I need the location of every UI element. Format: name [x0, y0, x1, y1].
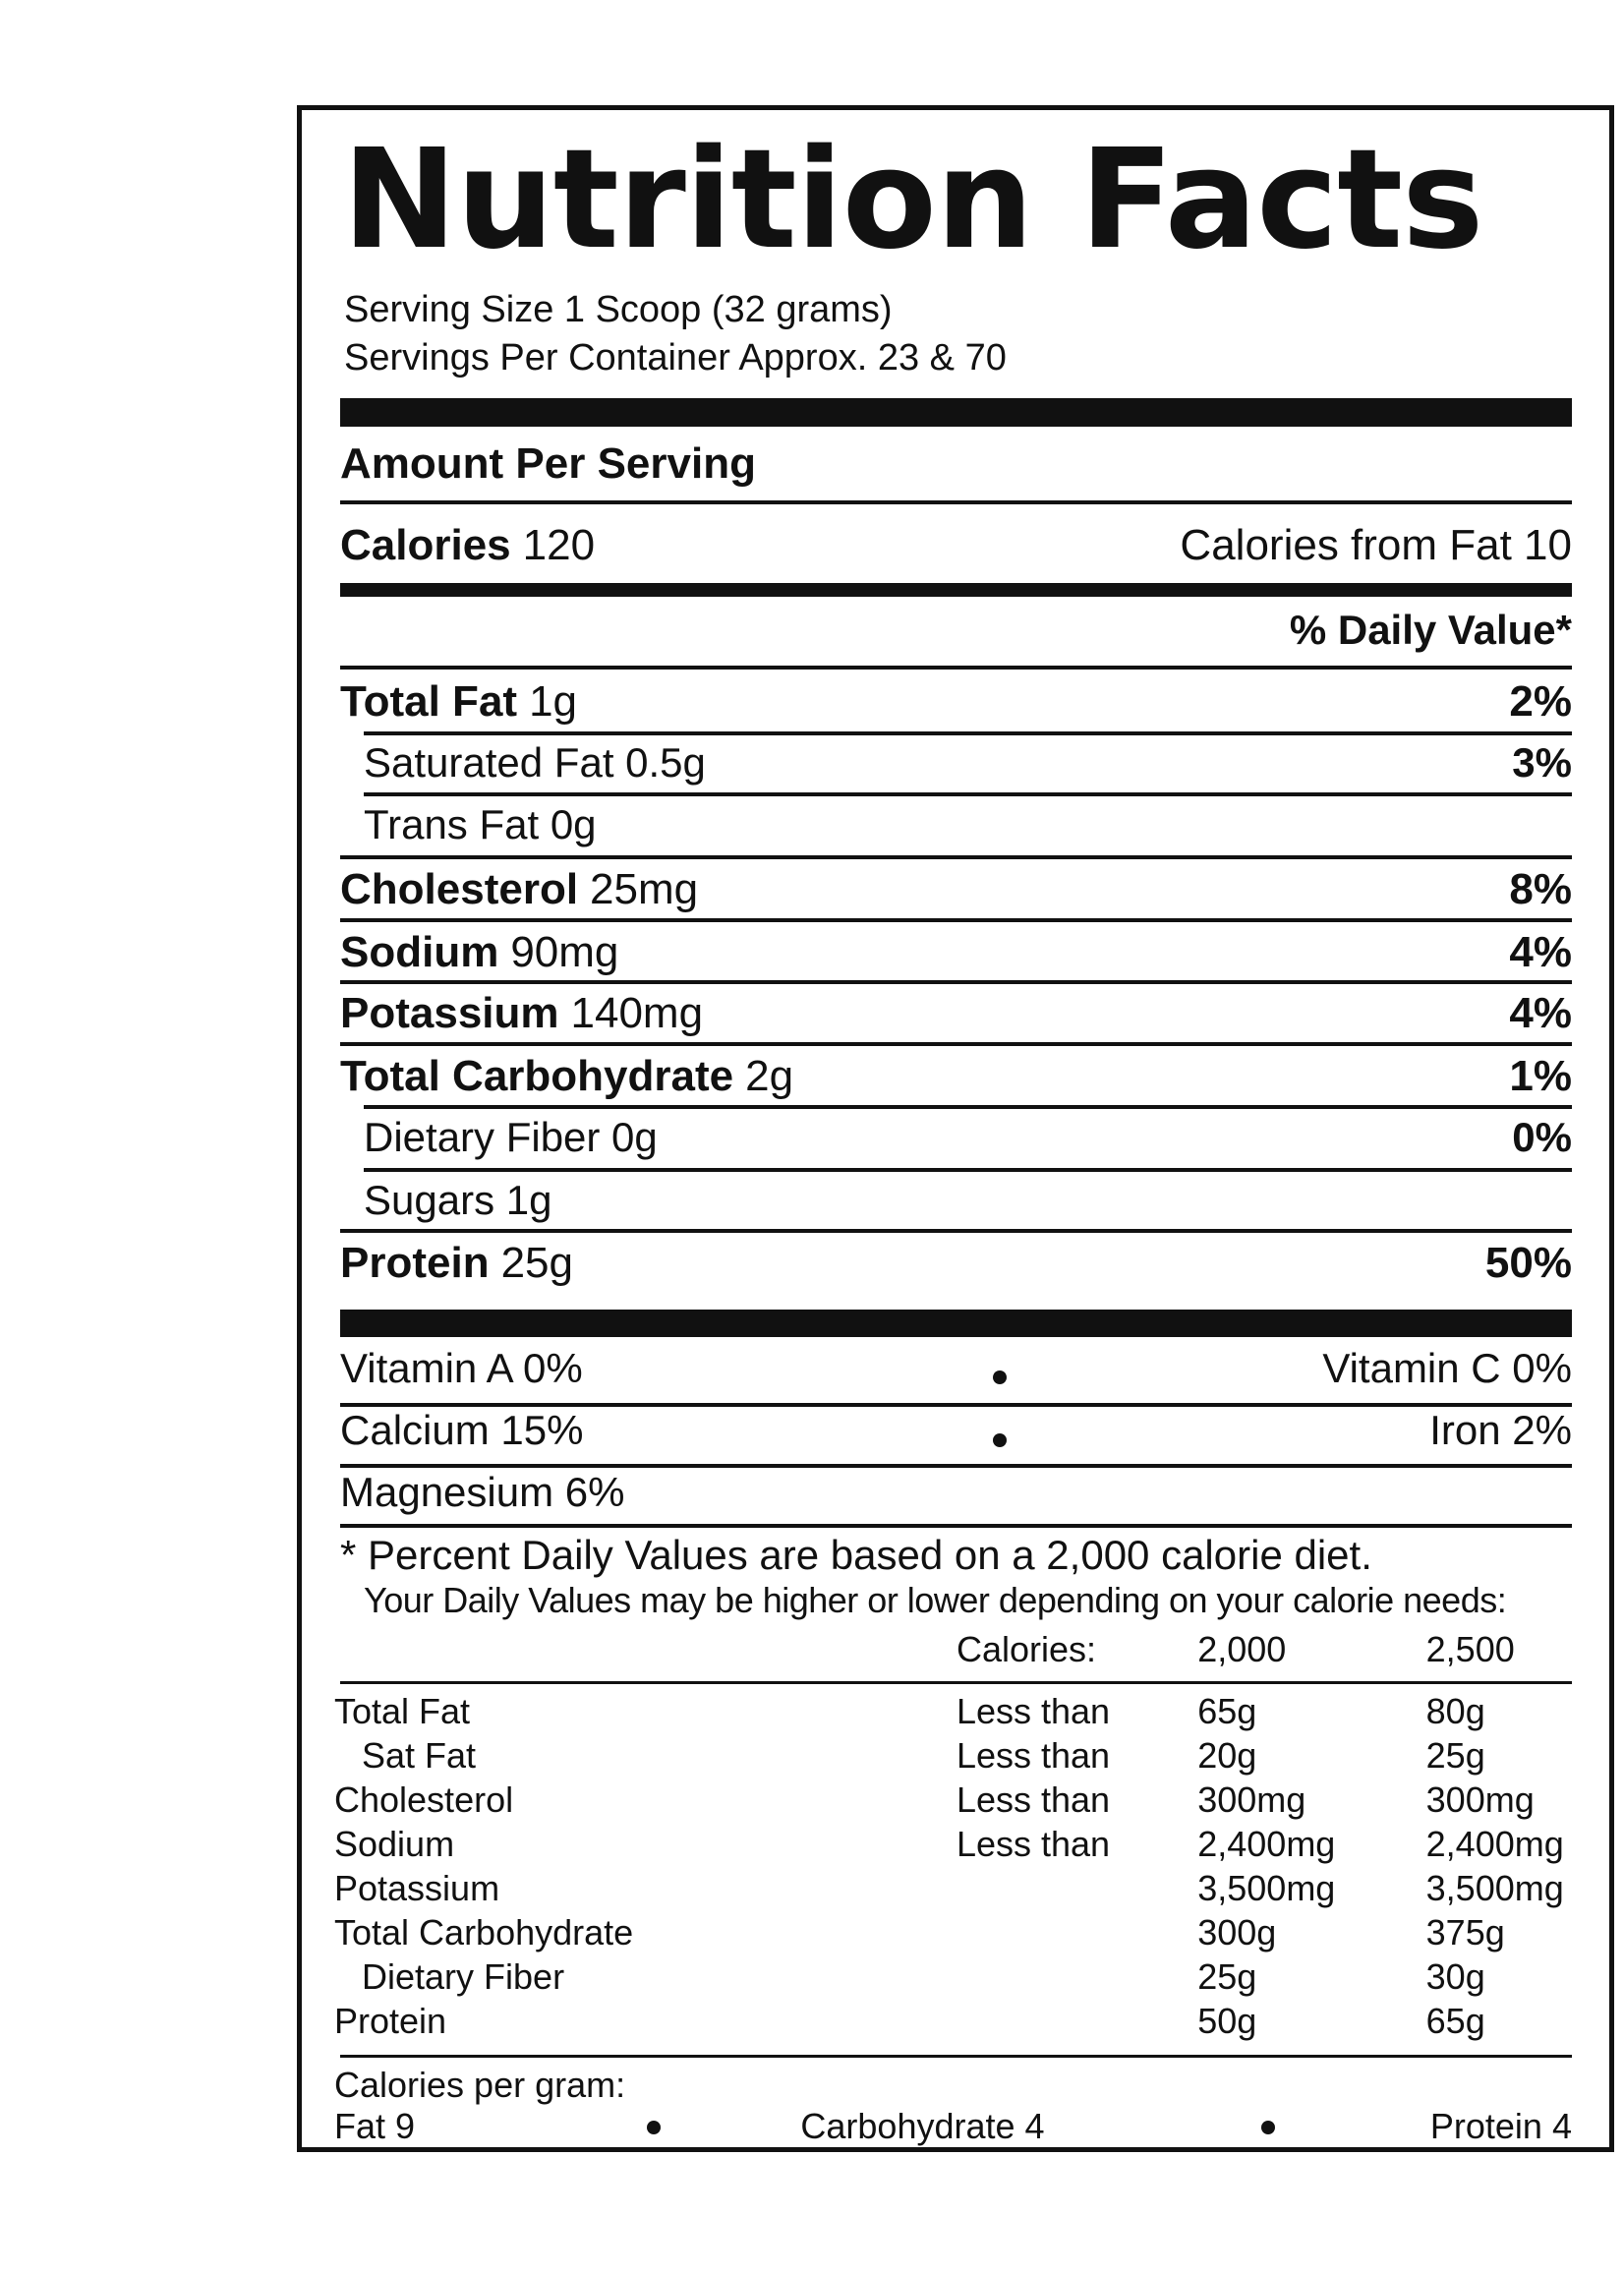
- vitamin-row-2: [340, 1407, 1572, 1454]
- table-cell-qualifier: Less than: [956, 1691, 1111, 1731]
- thick-divider: [340, 398, 1572, 427]
- serving-size: Serving Size 1 Scoop (32 grams): [344, 289, 893, 330]
- daily-value-header: % Daily Value*: [1289, 607, 1572, 653]
- nutrient-amount: 1g: [529, 677, 578, 726]
- table-cell-2500: 375g: [1425, 1912, 1505, 1953]
- table-cell-qualifier: [957, 1954, 1197, 1999]
- nutrient-row-saturated-fat: [340, 739, 1572, 787]
- table-cell-2000: 50g: [1197, 2001, 1257, 2041]
- table-cell-2500: 25g: [1425, 1735, 1485, 1776]
- table-row: [334, 1689, 1572, 1733]
- nutrient-amount: 25g: [500, 1239, 573, 1287]
- table-cell-qualifier: [957, 1999, 1197, 2043]
- calories-col-label: Calories:: [956, 1629, 1097, 1669]
- table-cell-2500: 65g: [1425, 2001, 1485, 2041]
- footnote-line-2: Your Daily Values may be higher or lower depending on your calorie needs:: [364, 1580, 1507, 1620]
- table-cell-name: Potassium: [334, 1868, 500, 1908]
- calories-row: [340, 521, 1572, 570]
- nutrient-label: Trans Fat 0g: [364, 801, 597, 847]
- table-cell-2000: 20g: [1197, 1735, 1257, 1776]
- table-row: [334, 1910, 1572, 1954]
- calories-col-2500: 2,500: [1425, 1629, 1515, 1669]
- table-cell-qualifier: [957, 1910, 1197, 1954]
- bullet-separator: [1261, 2121, 1275, 2134]
- table-cell-2500: 3,500mg: [1425, 1868, 1564, 1908]
- calories-label: Calories: [340, 521, 511, 569]
- nutrient-label: Protein: [340, 1239, 490, 1287]
- table-cell-2500: 2,400mg: [1425, 1824, 1564, 1864]
- nutrient-row-total-carbohydrate: [340, 1052, 1572, 1101]
- divider: [340, 980, 1572, 984]
- table-cell-name: Cholesterol: [334, 1779, 514, 1820]
- nutrient-row-cholesterol: [340, 865, 1572, 914]
- divider: [340, 1464, 1572, 1468]
- nutrient-label: Potassium: [340, 989, 559, 1037]
- nutrient-dv: 4%: [1509, 928, 1572, 976]
- table-cell-name: Dietary Fiber: [362, 1956, 565, 1997]
- nutrient-label: Total Carbohydrate: [340, 1052, 734, 1100]
- table-cell-2000: 300mg: [1197, 1779, 1306, 1820]
- divider: [340, 1229, 1572, 1233]
- nutrient-amount: 25mg: [590, 865, 699, 913]
- nutrition-facts-label: [297, 105, 1614, 2152]
- calories-col-2000: 2,000: [1197, 1629, 1287, 1669]
- table-cell-qualifier: Less than: [956, 1779, 1111, 1820]
- calories-per-gram-label: Calories per gram:: [334, 2065, 626, 2105]
- nutrient-amount: 2g: [745, 1052, 794, 1100]
- calcium: Calcium 15%: [340, 1407, 584, 1453]
- table-cell-2000: 65g: [1197, 1691, 1257, 1731]
- footnote-table: [334, 1689, 1572, 2043]
- nutrient-dv: 8%: [1509, 865, 1572, 913]
- divider: [364, 1105, 1572, 1109]
- nutrient-row-trans-fat: [340, 801, 1572, 848]
- table-cell-name: Sodium: [334, 1824, 455, 1864]
- divider: [364, 731, 1572, 735]
- nutrient-label: Sodium: [340, 928, 499, 976]
- nutrient-label: Cholesterol: [340, 865, 579, 913]
- nutrient-dv: 0%: [1512, 1114, 1572, 1160]
- divider: [340, 855, 1572, 859]
- bullet-separator: [993, 1370, 1007, 1384]
- table-cell-name: Sat Fat: [362, 1735, 477, 1776]
- nutrient-row-total-fat: [340, 677, 1572, 727]
- table-row: [334, 1733, 1572, 1778]
- nutrient-row-sodium: [340, 928, 1572, 977]
- table-cell-2500: 30g: [1425, 1956, 1485, 1997]
- vitamin-row-1: [340, 1345, 1572, 1392]
- table-cell-qualifier: Less than: [956, 1735, 1111, 1776]
- nutrient-row-sugars: [340, 1177, 1572, 1224]
- footnote-line-1: * Percent Daily Values are based on a 2,000 calorie diet.: [340, 1532, 1372, 1578]
- table-cell-2000: 3,500mg: [1197, 1868, 1336, 1908]
- divider: [364, 792, 1572, 796]
- calories-per-gram-row: [334, 2106, 1572, 2147]
- table-cell-qualifier: [957, 1866, 1197, 1910]
- fat-per-gram: Fat 9: [334, 2106, 416, 2146]
- footnote-header-row: [334, 1627, 1572, 1671]
- carbohydrate-per-gram: Carbohydrate 4: [800, 2106, 1045, 2146]
- bullet-separator: [993, 1433, 1007, 1447]
- divider: [340, 918, 1572, 922]
- vitamin-row-3: [340, 1469, 1572, 1516]
- table-cell-2000: 2,400mg: [1197, 1824, 1336, 1864]
- table-row: [334, 1822, 1572, 1866]
- calories-from-fat: Calories from Fat 10: [1180, 521, 1572, 569]
- divider: [340, 1042, 1572, 1046]
- protein-per-gram: Protein 4: [1429, 2106, 1572, 2146]
- divider: [340, 666, 1572, 670]
- divider: [340, 2055, 1572, 2058]
- table-cell-2500: 300mg: [1425, 1779, 1535, 1820]
- vitamin-c: Vitamin C 0%: [1322, 1345, 1572, 1391]
- table-cell-qualifier: Less than: [956, 1824, 1111, 1864]
- nutrient-row-potassium: [340, 989, 1572, 1038]
- divider: [340, 1681, 1572, 1684]
- label-title: Nutrition Facts: [342, 120, 1483, 280]
- calories-value: 120: [522, 521, 596, 569]
- table-row: [334, 1778, 1572, 1822]
- nutrient-amount: 140mg: [570, 989, 704, 1037]
- amount-per-serving: Amount Per Serving: [340, 439, 756, 488]
- vitamin-a: Vitamin A 0%: [340, 1345, 583, 1391]
- nutrient-row-dietary-fiber: [340, 1114, 1572, 1161]
- nutrient-dv: 1%: [1509, 1052, 1572, 1100]
- divider: [340, 500, 1572, 504]
- nutrient-amount: 90mg: [510, 928, 619, 976]
- table-cell-name: Total Carbohydrate: [334, 1912, 634, 1953]
- nutrient-dv: 2%: [1509, 677, 1572, 726]
- nutrient-dv: 3%: [1512, 739, 1572, 786]
- table-cell-name: Total Fat: [334, 1691, 471, 1731]
- nutrient-label: Saturated Fat 0.5g: [364, 739, 706, 786]
- table-row: [334, 1999, 1572, 2043]
- table-cell-2500: 80g: [1425, 1691, 1485, 1731]
- daily-value-header-row: [340, 607, 1572, 654]
- medium-divider: [340, 583, 1572, 597]
- table-cell-name: Protein: [334, 2001, 447, 2041]
- amount-per-serving-row: [340, 439, 1572, 489]
- table-row: [334, 1866, 1572, 1910]
- nutrient-label: Dietary Fiber 0g: [364, 1114, 658, 1160]
- nutrient-label: Total Fat: [340, 677, 518, 726]
- nutrient-dv: 4%: [1509, 989, 1572, 1037]
- nutrient-row-protein: [340, 1239, 1572, 1288]
- divider: [364, 1168, 1572, 1172]
- table-row: [334, 1954, 1572, 1999]
- table-cell-2000: 25g: [1197, 1956, 1257, 1997]
- bullet-separator: [647, 2121, 661, 2134]
- magnesium: Magnesium 6%: [340, 1469, 625, 1515]
- table-cell-2000: 300g: [1197, 1912, 1277, 1953]
- iron: Iron 2%: [1429, 1407, 1572, 1453]
- thick-divider: [340, 1310, 1572, 1337]
- nutrient-dv: 50%: [1484, 1239, 1572, 1287]
- servings-per-container: Servings Per Container Approx. 23 & 70: [344, 337, 1007, 379]
- nutrient-label: Sugars 1g: [364, 1177, 552, 1223]
- divider: [340, 1524, 1572, 1528]
